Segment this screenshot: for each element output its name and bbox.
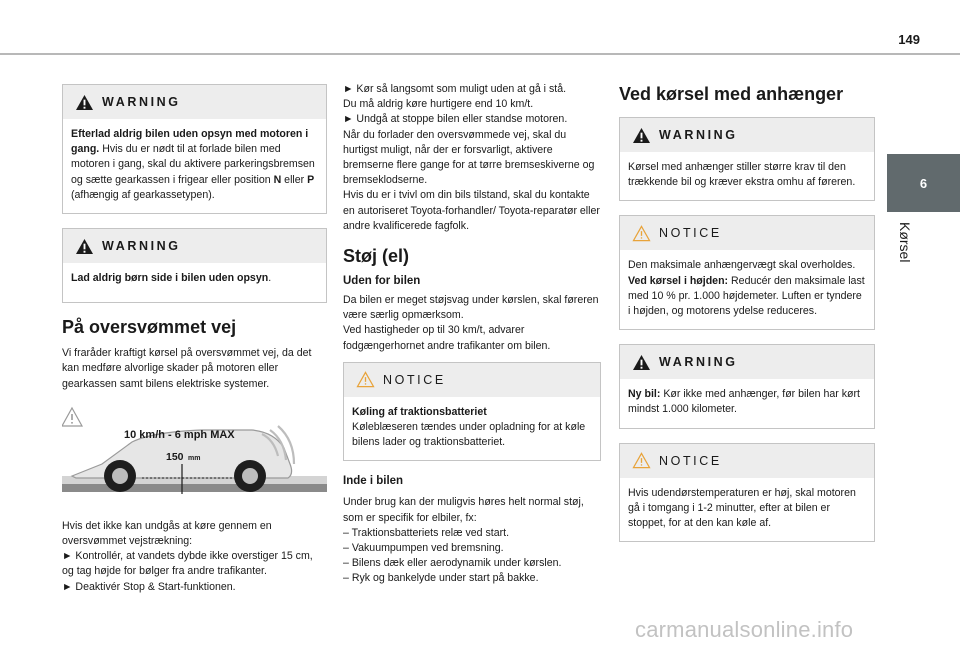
warning-header xyxy=(620,118,874,152)
notice-triangle-icon xyxy=(632,225,651,242)
notice-triangle-icon xyxy=(356,371,375,388)
subheading-outside: Uden for bilen xyxy=(343,275,421,288)
list-item: – Traktionsbatteriets relæ ved start. xyxy=(343,526,510,539)
flooded-road-brake-drying: Når du forlader den oversvømmede vej, skal du hurtigst muligt, når der er forsvarligt, aktivere bremserne flere gange for at tørre bremseskiverne og bremseklodserne. xyxy=(343,128,595,187)
chapter-tab[interactable]: 6 xyxy=(887,154,960,212)
warning-header xyxy=(620,345,874,379)
warning-text xyxy=(620,379,874,427)
warning-text xyxy=(63,263,326,302)
outside-noise-p1: Da bilen er meget støjsvag under kørslen, skal føreren være særlig opmærksom. xyxy=(343,294,599,322)
notice-header xyxy=(344,363,600,397)
flooded-road-illustration xyxy=(62,404,327,504)
column-2 xyxy=(343,82,601,587)
notice-label: NOTICE xyxy=(659,226,722,241)
warning-box-new-car xyxy=(619,344,875,428)
notice-text xyxy=(344,397,600,461)
notice-header xyxy=(620,216,874,250)
warning-text xyxy=(63,119,326,213)
notice-body: Køleblæseren tændes under opladning for at køle bilens lader og traktionsbatteriet. xyxy=(352,421,586,449)
notice-box-trailer-weight xyxy=(619,215,875,330)
section-heading-trailer: Ved kørsel med anhænger xyxy=(619,84,844,104)
warning-box-children xyxy=(62,228,327,303)
chapter-title xyxy=(895,222,915,282)
warning-bold-text: Lad aldrig børn side i bilen uden opsyn xyxy=(71,272,269,285)
notice-body: Den maksimale anhængervægt skal overholdes. xyxy=(628,259,856,272)
flooded-road-step-stopstart: ► Deaktivér Stop & Start-funktionen. xyxy=(62,580,236,593)
notice-bold-text: Ved kørsel i højden: xyxy=(628,274,729,287)
depth-value: 150 xyxy=(166,450,184,463)
warning-body: Kør ikke med anhænger, før bilen har kørt mindst 1.000 kilometer. xyxy=(628,388,860,416)
notice-text xyxy=(620,250,874,329)
flooded-road-intro: Vi fraråder kraftigt kørsel på oversvømmet vej, da det kan medføre alvorlige skader på motoren eller gearkassen samt bilens elektriske systemer. xyxy=(62,347,312,390)
gear-p: P xyxy=(307,173,315,186)
warning-label: WARNING xyxy=(102,239,181,254)
speed-limit-label: 10 km/h - 6 mph MAX xyxy=(124,428,235,441)
chapter-title-text: Kørsel xyxy=(897,222,913,263)
gear-n: N xyxy=(273,173,282,186)
flooded-road-speed-limit: Du må aldrig køre hurtigere end 10 km/t. xyxy=(343,98,534,111)
flooded-road-instruction-intro: Hvis det ikke kan undgås at køre gennem en oversvømmet vejstrækning: xyxy=(62,519,272,548)
warning-bold-text: Ny bil: xyxy=(628,388,661,401)
warning-bold-text: Efterlad aldrig bilen uden opsyn med motoren i gang. xyxy=(71,128,309,156)
subheading-inside: Inde i bilen xyxy=(343,475,404,488)
outside-noise-p2: Ved hastigheder op til 30 km/t, advarer fodgængerhornet andre trafikanter om bilen. xyxy=(343,324,551,352)
notice-bold-text: Køling af traktionsbatteriet xyxy=(352,405,487,418)
notice-text: Hvis udendørstemperaturen er høj, skal motoren gå i tomgang i 1-2 minutter, efter at bilen er stoppet, for at den kan køle af. xyxy=(628,486,856,530)
warning-label: WARNING xyxy=(102,95,181,109)
column-3 xyxy=(619,82,875,556)
notice-body-2: Reducér den maksimale last med 10 % pr. 1.000 højdemeter. Luften er tyndere i højden, og motorens ydelse reduceres. xyxy=(628,274,865,318)
notice-box-idle-cooling xyxy=(619,443,875,543)
warning-header xyxy=(63,85,326,119)
warning-box-unattended-engine xyxy=(62,84,327,214)
flooded-road-step-no-stop: ► Undgå at stoppe bilen eller standse motoren. xyxy=(343,113,568,126)
warning-triangle-icon xyxy=(632,127,651,144)
notice-label: NOTICE xyxy=(383,372,446,387)
watermark: carmanualsonline.info xyxy=(635,617,854,642)
section-heading-flooded-road: På oversvømmet vej xyxy=(62,317,237,338)
flooded-road-step-slow: ► Kør så langsomt som muligt uden at gå i stå. xyxy=(343,83,567,95)
warning-body: Hvis du er nødt til at forlade bilen med motoren i gang, skal du aktivere parkeringsbremsen og sætte gearkassen i frigear eller position xyxy=(71,143,315,186)
warning-header xyxy=(63,229,326,263)
section-heading-noise: Støj (el) xyxy=(343,246,409,267)
warning-triangle-icon xyxy=(632,354,651,371)
header-divider xyxy=(0,53,960,55)
flooded-road-step-depth: ► Kontrollér, at vandets dybde ikke overstiger 15 cm, og tag højde for bølger fra andre trafikanter. xyxy=(62,550,313,578)
warning-triangle-icon xyxy=(75,94,94,111)
warning-box-trailer xyxy=(619,117,875,201)
list-item: – Ryk og bankelyde under start på bakke. xyxy=(343,572,539,585)
list-item: – Bilens dæk eller aerodynamik under kørslen. xyxy=(343,557,562,570)
warning-triangle-icon xyxy=(75,238,94,255)
notice-label: NOTICE xyxy=(659,453,722,468)
inside-noise-intro: Under brug kan der muligvis høres helt normal støj, som er specifik for elbiler, fx: xyxy=(343,496,584,524)
notice-header xyxy=(620,444,874,478)
warning-text: Kørsel med anhænger stiller større krav til den trækkende bil og kræver ekstra omhu af føreren. xyxy=(628,161,856,189)
warning-tail: . xyxy=(268,272,272,285)
list-item: – Vakuumpumpen ved bremsning. xyxy=(343,542,504,555)
warning-connector: eller xyxy=(281,173,308,186)
warning-tail: (afhængig af gearkassetypen). xyxy=(71,188,215,201)
warning-label: WARNING xyxy=(659,128,738,142)
depth-unit: mm xyxy=(188,454,201,462)
warning-label: WARNING xyxy=(659,355,738,370)
notice-box-battery-cooling xyxy=(343,362,601,462)
column-1 xyxy=(62,84,327,595)
page-number: 149 xyxy=(898,32,920,47)
notice-triangle-icon xyxy=(632,452,651,469)
flooded-road-contact-dealer: Hvis du er i tvivl om din bils tilstand, skal du kontakte en autoriseret Toyota-forhandler/ Toyota-reparatør eller andre kvalificerede fagfolk. xyxy=(343,189,600,232)
